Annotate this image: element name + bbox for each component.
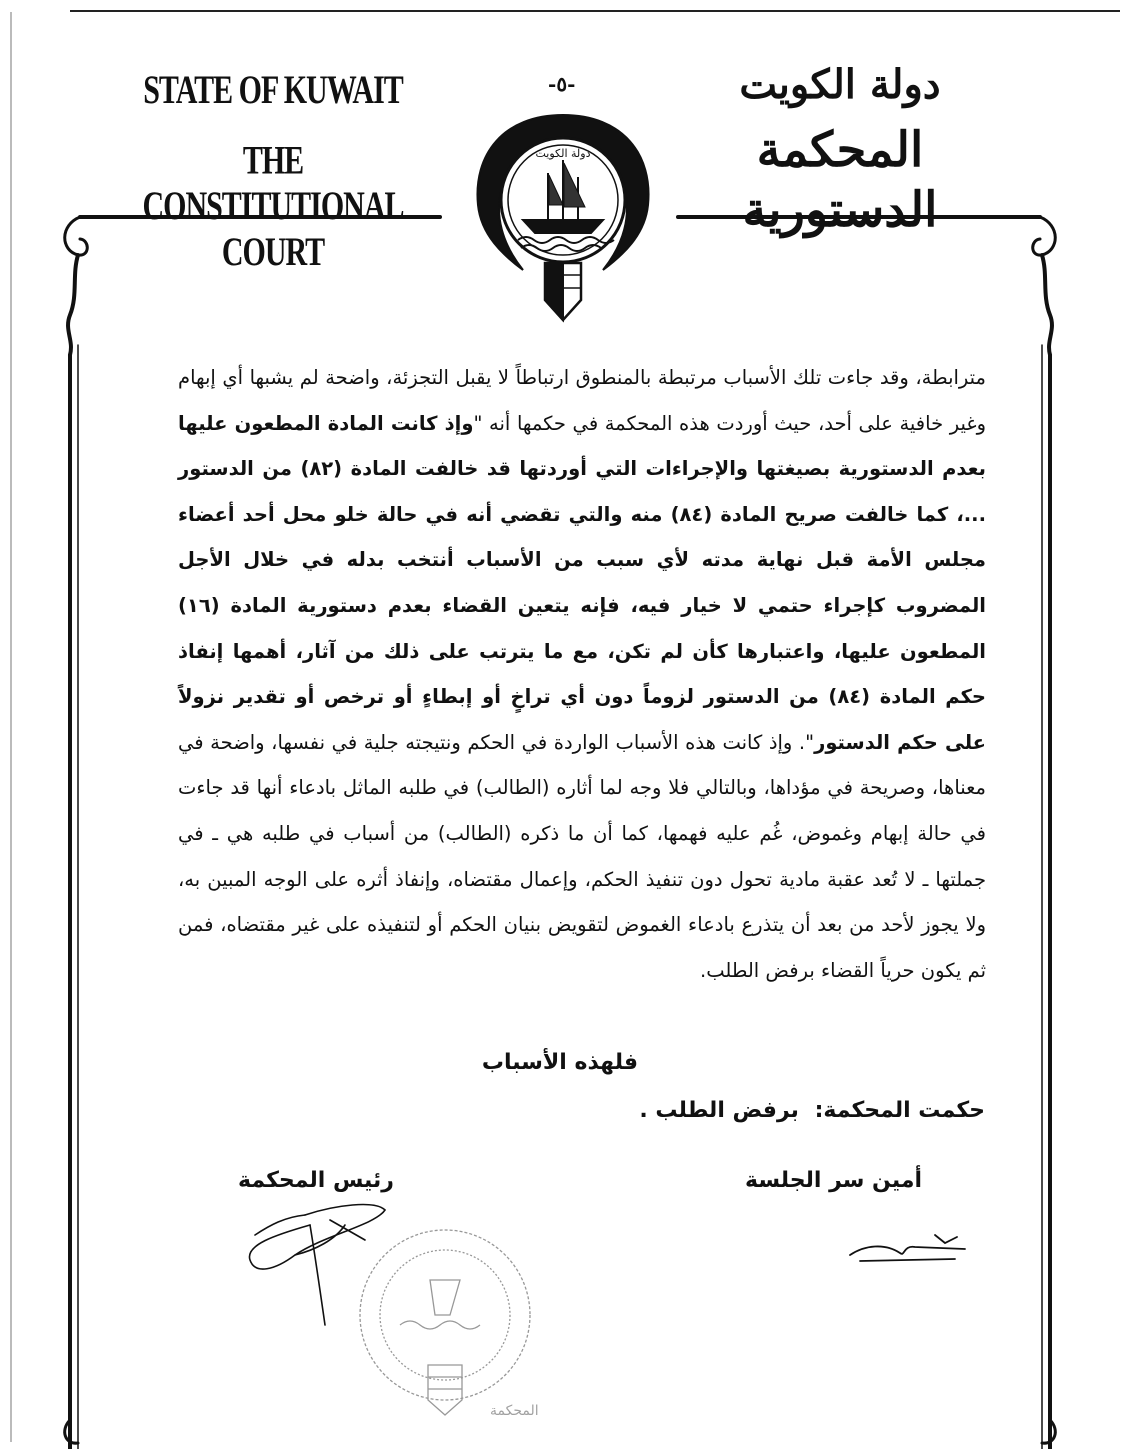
state-name-ar: دولة الكويت [739,61,941,108]
section-heading: فلهذه الأسباب [481,1050,639,1075]
body-text-part-2: ". وإذ كانت هذه الأسباب الواردة في الحكم ونتيجته جلية في نفسها، واضحة في معناها، وصريحة في مؤداها، وبالتالي فلا وجه لما أثاره (الطالب) في طلبه الماثل بادعاء أنها قد جاءت في حالة إبهام وغموض، غُم عليه فهمها، كما أن ما ذكره (الطالب) من أسباب في طلبه هي ـ في جملتها ـ لا تُعد عقبة مادية تحول دون تنفيذ الحكم، وإعمال مقتضاه، وإنفاذ أثره على الوجه المبين به، ولا يجوز لأحد من بعد أن يتذرع بادعاء الغموض لتقويض بنيان الحكم أو لتنفيذه على غير مقتضاه، فمن ثم يكون حرياً القضاء برفض الطلب. [178,730,986,982]
ruling-label: حكمت المحكمة: [814,1098,985,1123]
court-president-title: رئيس المحكمة [238,1168,394,1193]
english-header [118,68,428,276]
court-name-ar: المحكمة الدستورية [742,122,938,238]
arabic-header [680,60,1000,240]
judgment-body [178,355,986,993]
body-quoted-ruling: وإذ كانت المادة المطعون عليها بعدم الدستورية بصيغتها والإجراءات التي أوردتها قد خالفت المادة (٨٢) من الدستور ...، كما خالفت صريح المادة (٨٤) منه والتي تقضي أنه في حالة خلو محل أحد أعضاء مجلس الأمة قبل نهاية مدته لأي سبب من الأسباب أنتخب بدله في خلال الأجل المضروب كإجراء حتمي لا خيار فيه، فإنه يتعين القضاء بعدم دستورية المادة (١٦) المطعون عليها، واعتبارها كأن لم تكن، مع ما يترتب على ذلك من آثار، أهمها إنفاذ حكم المادة (٨٤) من الدستور لزوماً دون أي تراخٍ أو إبطاءٍ أو ترخص أو تقدير نزولاً على حكم الدستور [178,411,987,754]
emblem-label: دولة الكويت [535,147,591,160]
top-page-edge [70,10,1120,12]
session-secretary-title: أمين سر الجلسة [745,1168,922,1193]
stamp-label: المحكمة [490,1403,539,1419]
body-text-part-1: مترابطة، وقد جاءت تلك الأسباب مرتبطة بالمنطوق ارتباطاً لا يقبل التجزئة، واضحة لم يشبها أي إبهام وغير خافية على أحد، حيث أوردت هذه المحكمة في حكمها أنه " [178,366,986,435]
kuwait-emblem-icon [463,95,663,325]
ruling-line [639,1098,985,1123]
page-number: -٥- [548,72,576,96]
court-seal-stamp [340,1215,550,1425]
ruling-value: برفض الطلب . [639,1098,799,1123]
left-page-edge [10,12,12,1442]
state-name-en: STATE OF KUWAIT [143,68,403,113]
secretary-signature [845,1225,975,1270]
court-name-en: THE CONSTITUTIONAL COURT [142,138,404,275]
